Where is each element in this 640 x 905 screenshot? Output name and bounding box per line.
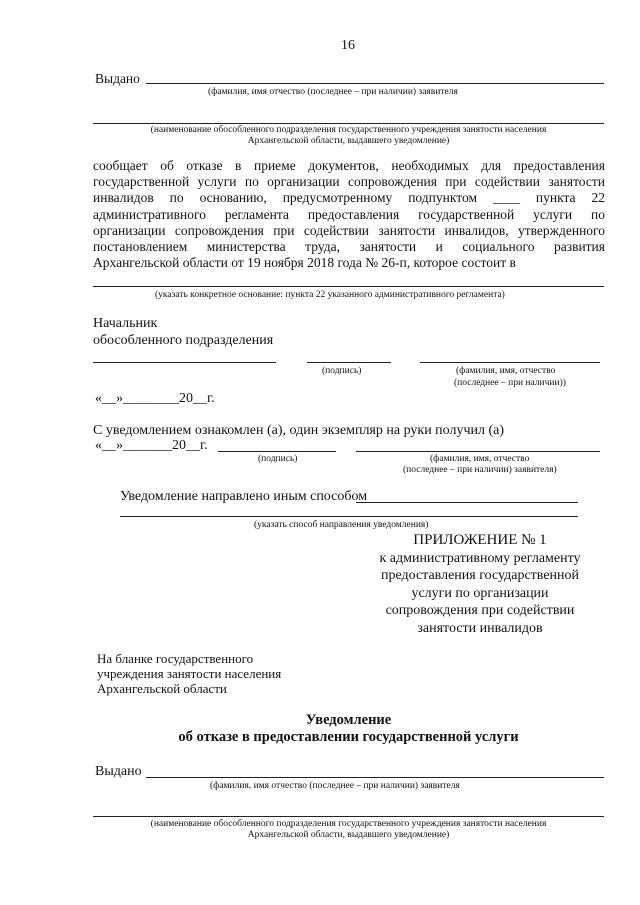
letterhead-line: Архангельской области — [97, 681, 227, 696]
basis-field-line[interactable] — [93, 286, 604, 287]
sent-caption: (указать способ направления уведомления) — [254, 520, 429, 530]
paragraph-line: постановлением министерства труда, занятости и социального развития — [93, 238, 605, 254]
basis-caption: (указать конкретное основание: пункта 22 указанного административного регламента) — [155, 290, 505, 300]
head-position-line[interactable] — [93, 362, 276, 363]
notice-division-caption-1: (наименование обособленного подразделения государственного учреждения занятости населения — [150, 819, 547, 829]
issued-label: Выдано — [95, 71, 140, 86]
signature-caption-2: (подпись) — [258, 454, 298, 464]
appendix-title: ПРИЛОЖЕНИЕ № 1 — [413, 532, 547, 548]
appendix-line: сопровождения при содействии — [385, 603, 575, 618]
sent-label: Уведомление направлено иным способом — [120, 489, 368, 504]
appendix-block — [360, 532, 600, 637]
appendix-line: к административному регламенту — [379, 550, 581, 566]
paragraph-line: сообщает об отказе в приеме документов, необходимых для предоставления — [93, 158, 605, 173]
paragraph-line: Архангельской области от 19 ноября 2018 года № 26-п, которое состоит в — [93, 255, 516, 271]
appendix-line: услуги по организации — [411, 585, 549, 601]
notice-subtitle: об отказе в предоставлении государственной услуги — [178, 729, 519, 745]
division-caption-2: Архангельской области, выдавшего уведомление) — [247, 136, 450, 146]
acquainted-text: С уведомлением ознакомлен (а), один экземпляр на руки получил (а) — [93, 423, 505, 438]
acquainted-signature-line[interactable] — [218, 451, 336, 452]
issued-caption: (фамилия, имя отчество (последнее – при наличии) заявителя — [208, 87, 458, 97]
paragraph-line: инвалидов по основанию, предусмотренному подпунктом ____ пункта 22 — [93, 190, 605, 206]
appendix-line: предоставления государственной — [380, 568, 580, 583]
date-line[interactable]: «__»________20__г. — [95, 391, 215, 406]
sent-field-line[interactable] — [356, 502, 578, 503]
name-caption-2: (последнее – при наличии)) — [454, 378, 566, 388]
notice-issued-line[interactable] — [146, 777, 604, 778]
letterhead-line: учреждения занятости населения — [97, 666, 282, 681]
page-number: 16 — [341, 38, 355, 53]
notice-title: Уведомление — [305, 712, 392, 728]
applicant-caption-2: (последнее – при наличии) заявителя) — [403, 465, 557, 475]
issued-field-line[interactable] — [146, 83, 604, 84]
head-signature-line[interactable] — [307, 362, 391, 363]
division-caption-1: (наименование обособленного подразделения государственного учреждения занятости населения — [150, 125, 547, 135]
notice-issued-label: Выдано — [95, 764, 142, 779]
notice-issued-caption: (фамилия, имя отчество (последнее – при наличии) заявителя — [210, 781, 460, 791]
letterhead-block — [97, 651, 281, 696]
name-caption-1: (фамилия, имя, отчество — [456, 366, 556, 376]
head-title-1: Начальник — [93, 316, 158, 331]
letterhead-line: На бланке государственного — [97, 651, 254, 666]
sent-method-line[interactable] — [120, 516, 578, 517]
signature-caption: (подпись) — [322, 366, 362, 376]
applicant-caption-1: (фамилия, имя, отчество — [430, 454, 530, 464]
appendix-line: занятости инвалидов — [417, 620, 543, 636]
refusal-paragraph — [93, 158, 605, 271]
head-name-line[interactable] — [420, 362, 600, 363]
notice-division-caption-2: Архангельской области, выдавшего уведомление) — [247, 830, 450, 840]
head-title-2: обособленного подразделения — [93, 333, 274, 348]
notice-division-line[interactable] — [93, 816, 604, 817]
date-line-2[interactable]: «__»_______20__г. — [95, 438, 208, 453]
paragraph-line: административного регламента предоставления государственной услуги по — [93, 206, 605, 222]
division-field-line[interactable] — [93, 123, 604, 124]
acquainted-name-line[interactable] — [356, 451, 600, 452]
paragraph-line: организации сопровождения при содействии занятости инвалидов, утвержденного — [93, 222, 605, 238]
paragraph-line: государственной услуги по организации сопровождения при содействии занятости — [93, 174, 605, 190]
